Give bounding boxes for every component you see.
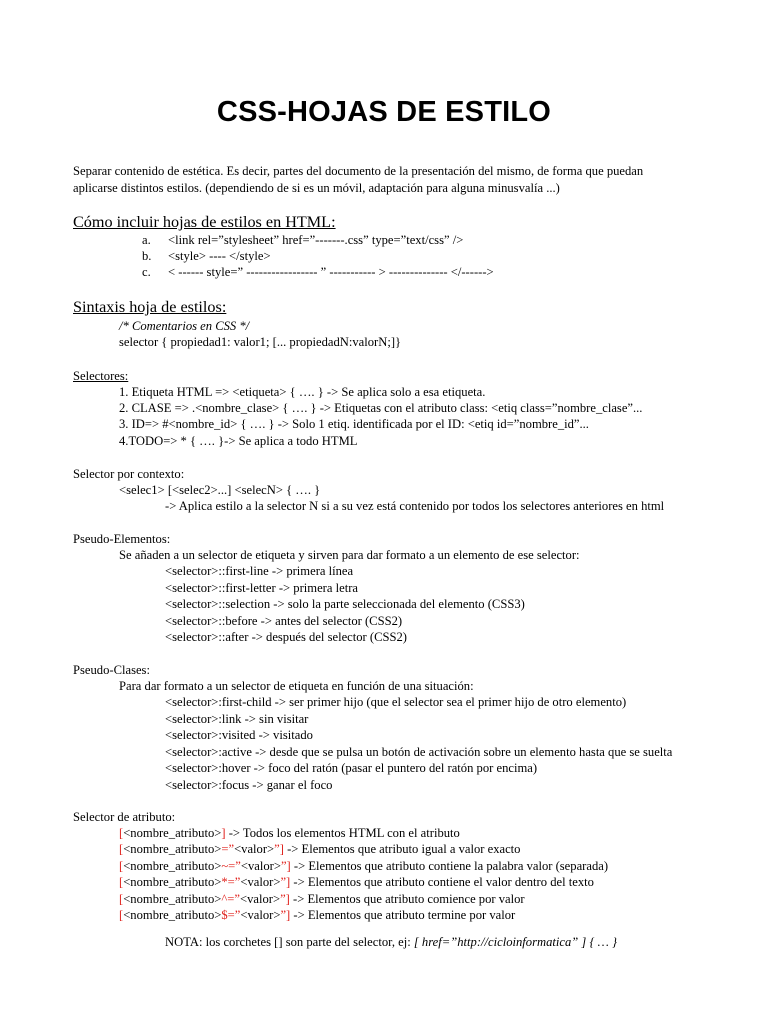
list-item: <selector>::first-line -> primera línea [165,564,354,578]
attr-value: <valor> [240,859,281,873]
attr-name: <nombre_atributo> [123,908,222,922]
css-rule-syntax: selector { propiedad1: valor1; [... propiedadN:valorN;]} [119,335,402,349]
section-heading-selectores: Selectores: [73,369,129,383]
list-marker: c. [142,265,151,279]
attribute-selector-line [119,874,594,890]
list-item-text: <style> ---- </style> [168,249,271,263]
attr-operator: $=” [221,908,241,922]
attr-operator: ^=” [221,892,240,906]
attr-value: <valor> [234,842,275,856]
note-line [165,934,617,950]
list-item: <selector>:focus -> ganar el foco [165,778,333,792]
list-item: 1. Etiqueta HTML => <etiqueta> { …. } -> Se aplica solo a esa etiqueta. [119,385,486,399]
intro-line-2: aplicarse distintos estilos. (dependiendo de si es un móvil, adaptación para alguna minusvalía ...) [73,181,560,195]
bracket-close: ”] [280,859,291,873]
bracket-close: ] [221,826,226,840]
list-item: <selector>::selection -> solo la parte seleccionada del elemento (CSS3) [165,597,525,611]
section-heading-atributo: Selector de atributo: [73,810,176,824]
attr-operator: ~=” [221,859,241,873]
bracket-open: [ [119,892,124,906]
contexto-description: -> Aplica estilo a la selector N si a su vez está contenido por todos los selectores anteriores en html [165,499,665,513]
attribute-selector-line [119,825,460,841]
attr-value: <valor> [239,892,281,906]
pseudo-clases-intro: Para dar formato a un selector de etiqueta en función de una situación: [119,679,474,693]
list-item: 2. CLASE => .<nombre_clase> { …. } -> Etiquetas con el atributo class: <etiq class=”nombre_clase”... [119,401,643,415]
page-title: CSS-HOJAS DE ESTILO [216,96,552,128]
attr-name: <nombre_atributo> [123,875,222,889]
list-item: <selector>:active -> desde que se pulsa un botón de activación sobre un elemento hasta que se suelta [165,745,673,759]
bracket-close: ”] [280,875,291,889]
note-label: NOTA: los corchetes [] son parte del selector, ej: [165,935,414,949]
attr-description: -> Elementos que atributo igual a valor exacto [283,842,521,856]
attr-name: <nombre_atributo> [123,892,222,906]
list-item: <selector>:visited -> visitado [165,728,313,742]
list-marker: b. [142,249,152,263]
attr-operator: *=” [221,875,241,889]
attr-name: <nombre_atributo> [123,842,222,856]
attr-description: -> Elementos que atributo contiene la palabra valor (separada) [290,859,609,873]
list-item-text: < ------ style=” ----------------- ” ----------- > -------------- </------> [168,265,494,279]
list-marker: a. [142,233,151,247]
bracket-open: [ [119,875,124,889]
intro-line-1: Separar contenido de estética. Es decir, partes del documento de la presentación del mismo, de forma que puedan [73,164,644,178]
contexto-syntax: <selec1> [<selec2>...] <selecN> { …. } [119,483,321,497]
attr-description: -> Todos los elementos HTML con el atributo [225,826,460,840]
list-item: <selector>:first-child -> ser primer hijo (que el selector sea el primer hijo de otro elemento) [165,695,627,709]
attr-description: -> Elementos que atributo comience por valor [289,892,525,906]
attr-name: <nombre_atributo> [123,826,222,840]
list-item: <selector>::after -> después del selector (CSS2) [165,630,407,644]
attr-value: <valor> [240,908,281,922]
bracket-close: ”] [274,842,284,856]
list-item: 3. ID=> #<nombre_id> { …. } -> Solo 1 etiq. identificada por el ID: <etiq id=”nombre_id”... [119,417,589,431]
list-item [142,264,494,280]
attr-value: <valor> [240,875,281,889]
bracket-open: [ [119,859,124,873]
bracket-open: [ [119,826,124,840]
attribute-selector-line [119,907,515,923]
section-heading-sintaxis: Sintaxis hoja de estilos: [73,298,227,316]
attribute-selector-line [119,891,525,907]
section-heading-pseudo-clases: Pseudo-Clases: [73,663,150,677]
list-item [142,248,271,264]
attr-name: <nombre_atributo> [123,859,222,873]
pseudo-elementos-intro: Se añaden a un selector de etiqueta y sirven para dar formato a un elemento de ese selector: [119,548,580,562]
list-item: <selector>::before -> antes del selector (CSS2) [165,614,403,628]
section-heading-pseudo-elementos: Pseudo-Elementos: [73,532,171,546]
note-example: [ href=”http://cicloinformatica” ] { … } [413,935,618,949]
list-item-text: <link rel=”stylesheet” href=”-------.css” type=”text/css” /> [168,233,464,247]
bracket-open: [ [119,908,124,922]
bracket-close: ”] [280,892,290,906]
list-item: <selector>:hover -> foco del ratón (pasar el puntero del ratón por encima) [165,761,538,775]
list-item: <selector>:link -> sin visitar [165,712,309,726]
attr-description: -> Elementos que atributo termine por valor [290,908,516,922]
css-comment-example: /* Comentarios en CSS */ [119,319,250,333]
bracket-open: [ [119,842,124,856]
attr-description: -> Elementos que atributo contiene el valor dentro del texto [290,875,594,889]
list-item: 4.TODO=> * { …. }-> Se aplica a todo HTML [119,434,358,448]
section-heading-incluir: Cómo incluir hojas de estilos en HTML: [73,213,336,231]
list-item [142,232,463,248]
attribute-selector-line [119,858,608,874]
section-heading-contexto: Selector por contexto: [73,467,185,481]
list-item: <selector>::first-letter -> primera letra [165,581,358,595]
bracket-close: ”] [280,908,291,922]
attr-operator: =” [221,842,235,856]
attribute-selector-line [119,841,520,857]
